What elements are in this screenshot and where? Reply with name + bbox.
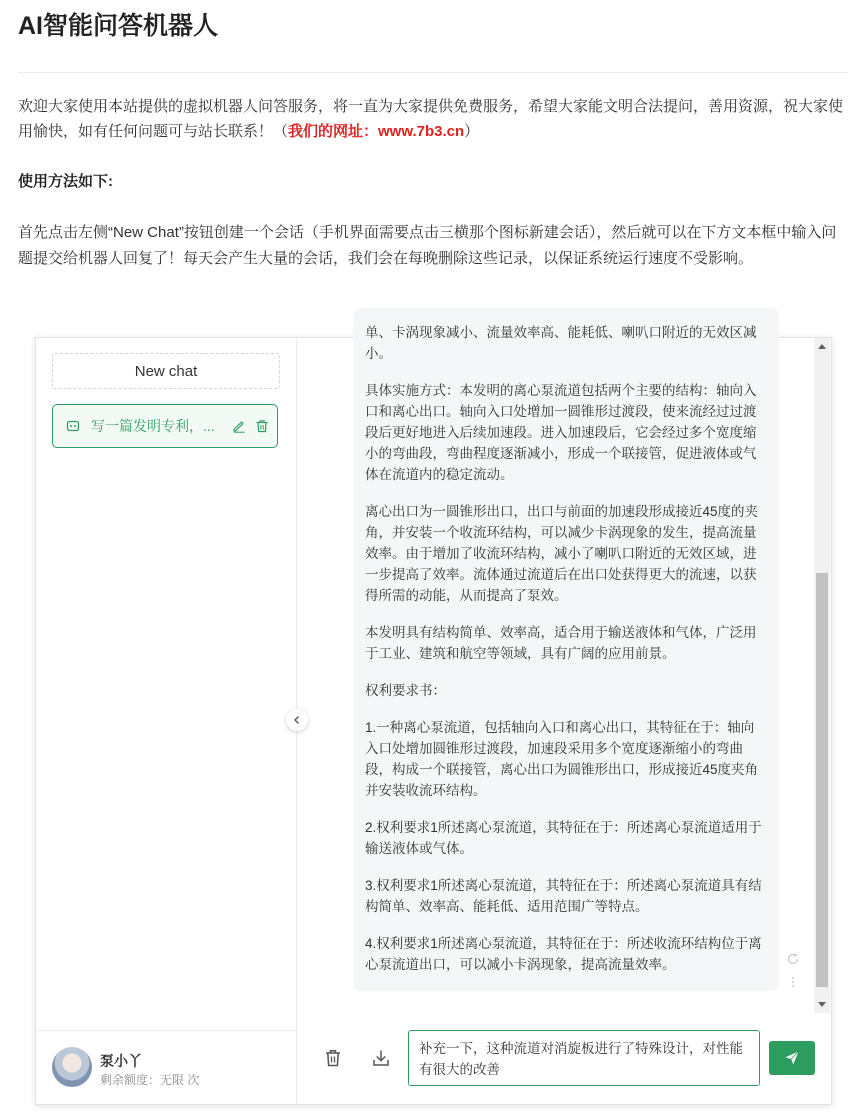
title-divider	[18, 72, 848, 73]
message-paragraph: 1.一种离心泵流道，包括轴向入口和离心出口，其特征在于：轴向入口处增加圆锥形过渡段，加速段采用多个宽度逐渐缩小的弯曲段，构成一个联接管，离心出口为圆锥形出口，形成接近45度夹角并安装收流环结构。	[365, 720, 759, 798]
chevron-left-icon	[292, 715, 302, 725]
user-name: 泵小丫	[100, 1053, 142, 1069]
send-icon	[784, 1050, 800, 1066]
chat-scrollbar[interactable]	[814, 338, 830, 1013]
scroll-down-arrow[interactable]	[818, 1002, 826, 1007]
scroll-up-arrow[interactable]	[818, 344, 826, 349]
message-paragraph: 4.权利要求1所述离心泵流道，其特征在于：所述收流环结构位于离心泵流道出口，可以减小卡涡现象，提高流量效率。	[365, 936, 762, 972]
message-input[interactable]	[408, 1030, 760, 1086]
chat-app	[35, 325, 832, 1105]
chat-messages[interactable]	[297, 325, 830, 1013]
intro-paragraph	[18, 94, 848, 144]
user-panel	[36, 1030, 296, 1104]
message-paragraph: 具体实施方式：本发明的离心泵流道包括两个主要的结构：轴向入口和离心出口。轴向入口处增加一圆锥形过渡段，使来流经过过渡段后更好地进入后续加速段。进入加速段后，它会经过多个宽度缩小的弯曲段，弯曲程度逐渐减小，形成一个联接管，促进液体或气体在流道内的稳定流动。	[365, 383, 757, 482]
chat-input-bar	[297, 1013, 830, 1104]
sidebar	[36, 338, 297, 1104]
robot-icon	[65, 418, 81, 434]
trash-icon[interactable]	[323, 1048, 343, 1068]
message-paragraph: 单、卡涡现象减小、流量效率高、能耗低、喇叭口附近的无效区减小。	[365, 325, 757, 361]
message-tools	[786, 952, 800, 994]
message-paragraph: 2.权利要求1所述离心泵流道，其特征在于：所述离心泵流道适用于输送液体或气体。	[365, 820, 762, 856]
new-chat-button[interactable]: New chat	[52, 353, 280, 389]
intro-text: 欢迎大家使用本站提供的虚拟机器人问答服务，将一直为大家提供免费服务，希望大家能文明合法提问，善用资源，祝大家使用愉快，如有任何问题可与站长联系！（	[18, 98, 844, 140]
quota-text: 剩余额度：无限 次	[100, 1073, 200, 1087]
refresh-icon[interactable]	[786, 952, 800, 966]
avatar[interactable]	[52, 1047, 92, 1087]
message-paragraph: 3.权利要求1所述离心泵流道，其特征在于：所述离心泵流道具有结构简单、效率高、能耗低、适用范围广等特点。	[365, 878, 762, 914]
assistant-message	[353, 308, 779, 991]
conversation-item[interactable]	[52, 404, 278, 448]
edit-icon[interactable]	[232, 419, 246, 433]
conversation-title: 写一篇发明专利，...	[91, 418, 215, 434]
message-paragraph: 本发明具有结构简单、效率高，适合用于输送液体和气体，广泛用于工业、建筑和航空等领域，具有广阔的应用前景。	[365, 625, 757, 661]
message-paragraph: 离心出口为一圆锥形出口，出口与前面的加速段形成接近45度的夹角，并安装一个收流环结构，可以减少卡涡现象的发生，提高流量效率。由于增加了收流环结构，减小了喇叭口附近的无效区域，进一步提高了效率。流体通过流道后在出口处获得更大的流速，以获得所需的动能，从而提高了泵效。	[365, 504, 759, 603]
download-icon[interactable]	[371, 1048, 391, 1068]
intro-close: ）	[464, 123, 480, 140]
usage-heading: 使用方法如下:	[18, 173, 113, 190]
page-title: AI智能问答机器人	[18, 12, 219, 40]
send-button[interactable]	[769, 1041, 815, 1075]
collapse-sidebar-button[interactable]	[286, 709, 308, 731]
trash-icon[interactable]	[255, 419, 269, 433]
site-link[interactable]: 我们的网址：www.7b3.cn	[288, 123, 465, 140]
message-paragraph: 权利要求书：	[365, 683, 446, 698]
usage-text: 首先点击左侧“New Chat”按钮创建一个会话（手机界面需要点击三横那个图标新建会话），然后就可以在下方文本框中输入问题提交给机器人回复了！每天会产生大量的会话，我们会在每晚删除这些记录，以保证系统运行速度不受影响。	[18, 224, 837, 267]
scrollbar-thumb[interactable]	[816, 573, 828, 987]
more-vertical-icon[interactable]	[786, 975, 800, 989]
